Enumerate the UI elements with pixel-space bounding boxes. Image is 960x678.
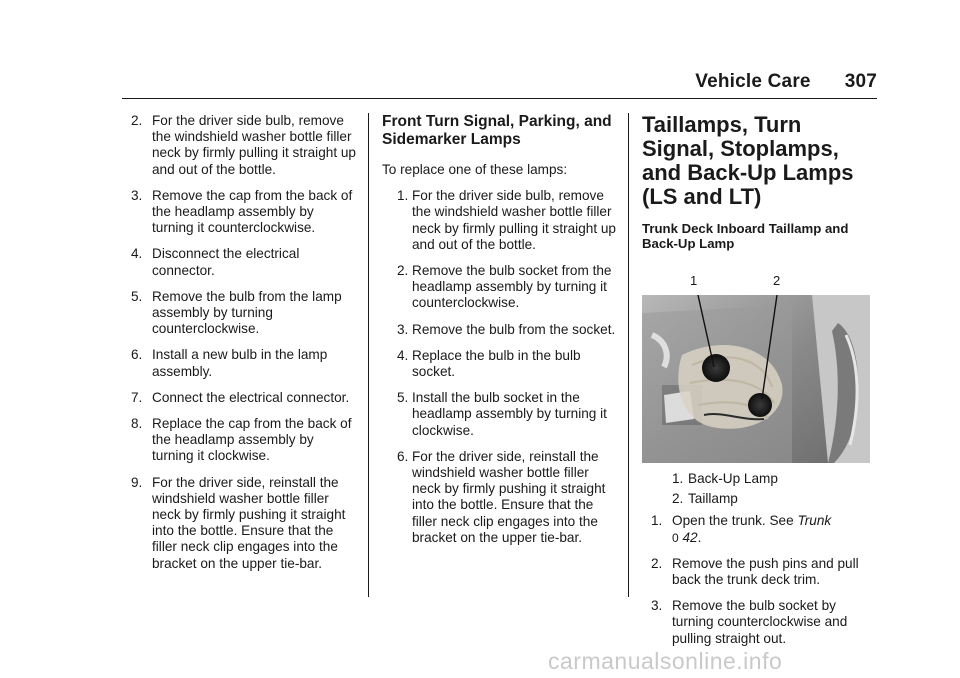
step-number: 3. (131, 187, 143, 203)
legend-number: 2. (672, 491, 684, 507)
list-item (382, 449, 618, 546)
step-list (122, 113, 358, 572)
column-3 (642, 113, 878, 657)
step-list (642, 513, 878, 646)
step-text: For the driver side bulb, remove the windshield washer bottle filler neck by firmly pulling it straight up and out of the bottle. (152, 113, 356, 177)
watermark: carmanualsonline.info (548, 648, 783, 674)
list-item (122, 475, 358, 572)
list-item (122, 347, 358, 379)
step-number: 5. (397, 390, 409, 406)
page-reference-link[interactable]: 42 (682, 529, 698, 545)
list-item (382, 188, 618, 253)
step-text: Remove the cap from the back of the headlamp assembly by turning it counterclockwise. (152, 187, 353, 236)
column-divider-left (368, 113, 369, 597)
legend-text: Taillamp (688, 491, 738, 507)
column-1 (122, 113, 358, 582)
step-number: 3. (651, 598, 663, 614)
figure-legend (642, 471, 878, 507)
step-number: 6. (131, 347, 143, 363)
step-number: 1. (397, 188, 409, 204)
step-text: For the driver side, reinstall the windshield washer bottle filler neck by firmly pushing it straight into the bottle. Ensure that the filler neck clip engages into the bracket on the upper tie-bar. (412, 448, 606, 545)
step-number: 2. (131, 113, 143, 128)
intro-text: To replace one of these lamps: (382, 162, 568, 177)
step-text: Open the trunk. See (672, 513, 798, 529)
list-item (122, 188, 358, 237)
list-item (382, 348, 618, 380)
legend-item (672, 491, 878, 507)
step-text: Remove the bulb socket from the headlamp assembly by turning it counterclockwise. (412, 263, 612, 311)
step-text: Install the bulb socket in the headlamp assembly by turning it clockwise. (412, 390, 607, 438)
list-item (382, 390, 618, 439)
page-reference-icon: 0 (672, 530, 679, 545)
step-text: Replace the bulb in the bulb socket. (412, 347, 581, 380)
column-2 (382, 113, 618, 556)
list-item (122, 289, 358, 338)
column-divider-right (628, 113, 629, 597)
section-heading: Taillamps, Turn Signal, Stoplamps, and Back-Up Lamps (LS and LT) (642, 112, 854, 209)
list-item (642, 513, 878, 545)
list-item (122, 416, 358, 465)
step-text: Connect the electrical connector. (152, 389, 350, 405)
header-rule (122, 98, 877, 99)
step-text: Remove the push pins and pull back the trunk deck trim. (672, 555, 859, 588)
cross-reference-link[interactable]: Trunk (797, 513, 832, 529)
legend-text: Back-Up Lamp (688, 471, 778, 486)
section-heading: Front Turn Signal, Parking, and Sidemarker Lamps (382, 113, 612, 148)
list-item (122, 113, 358, 178)
figure-callouts (642, 273, 870, 295)
step-number: 4. (397, 347, 409, 363)
step-number: 7. (131, 389, 143, 405)
step-number: 2. (651, 555, 663, 571)
legend-number: 1. (672, 471, 684, 486)
step-text: For the driver side bulb, remove the windshield washer bottle filler neck by firmly pulling it straight up and out of the bottle. (412, 188, 616, 252)
step-text-end: . (697, 529, 702, 545)
callout-2: 2 (773, 273, 781, 288)
list-item (122, 390, 358, 406)
page-header (695, 71, 877, 93)
step-text: Remove the bulb socket by turning counterclockwise and pulling straight out. (672, 598, 848, 646)
list-item (642, 598, 878, 647)
list-item (382, 263, 618, 312)
callout-1: 1 (690, 273, 698, 288)
subsection-heading: Trunk Deck Inboard Taillamp and Back-Up Lamp (642, 221, 849, 251)
step-text: Remove the bulb from the lamp assembly by turning counterclockwise. (152, 288, 342, 337)
taillamp-photo (642, 295, 870, 463)
step-number: 2. (397, 263, 409, 279)
step-number: 1. (651, 513, 663, 529)
step-number: 5. (131, 288, 143, 304)
step-text: Remove the bulb from the socket. (412, 321, 616, 337)
step-number: 8. (131, 416, 143, 432)
list-item (382, 322, 618, 338)
step-text: Disconnect the electrical connector. (152, 246, 300, 278)
step-number: 9. (131, 474, 143, 490)
step-number: 4. (131, 246, 143, 262)
list-item (642, 556, 878, 588)
step-list (382, 188, 618, 546)
step-text: Replace the cap from the back of the headlamp assembly by turning it clockwise. (152, 416, 352, 464)
legend-item (672, 471, 878, 487)
step-text: For the driver side, reinstall the windshield washer bottle filler neck by firmly pushing it straight into the bottle. Ensure that the filler neck clip engages into the bracket on the upper tie-bar. (152, 474, 346, 571)
section-title: Vehicle Care (695, 71, 811, 92)
step-text: Install a new bulb in the lamp assembly. (152, 347, 328, 379)
taillamp-figure (642, 273, 870, 461)
page-number: 307 (844, 71, 877, 92)
step-number: 3. (397, 321, 409, 337)
list-item (122, 246, 358, 278)
step-number: 6. (397, 448, 409, 464)
